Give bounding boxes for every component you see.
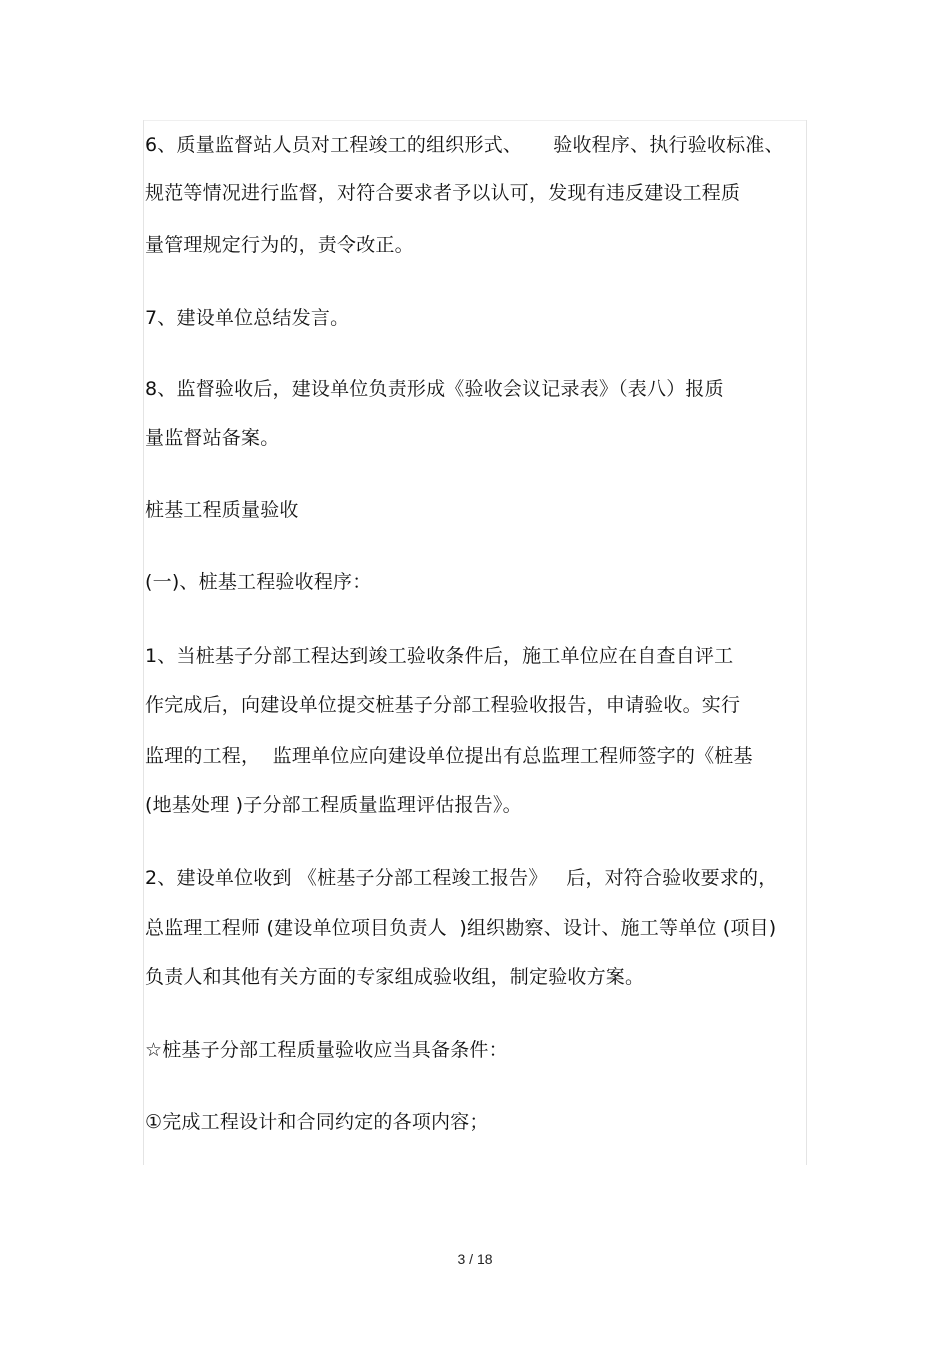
text-line-step1-a: 1、当桩基子分部工程达到竣工验收条件后，施工单位应在自查自评工	[145, 645, 734, 667]
section-heading: 桩基工程质量验收	[145, 499, 299, 521]
subsection-heading: (一)、桩基工程验收程序：	[145, 571, 372, 593]
text-line-condition-1: ①完成工程设计和合同约定的各项内容；	[145, 1111, 489, 1133]
text-line-step2-c: 负责人和其他有关方面的专家组成验收组，制定验收方案。	[145, 966, 645, 988]
page-frame-left-border	[143, 120, 144, 1165]
text-line-item7: 7、建设单位总结发言。	[145, 307, 350, 329]
page-frame-right-border	[806, 120, 807, 1165]
text-line-conditions-heading: ☆桩基子分部工程质量验收应当具备条件：	[145, 1039, 508, 1061]
text-line-item8-b: 量监督站备案。	[145, 427, 280, 449]
text-line-step2-b: 总监理工程师 (建设单位项目负责人 )组织勘察、设计、施工等单位 (项目)	[145, 917, 777, 939]
page-indicator: 3 / 18	[457, 1251, 493, 1267]
text-line-step2-a: 2、建设单位收到 《桩基子分部工程竣工报告》 后，对符合验收要求的，	[145, 867, 778, 889]
text-line-step1-d: (地基处理 )子分部工程质量监理评估报告》。	[145, 794, 522, 816]
text-line-step1-b: 作完成后，向建设单位提交桩基子分部工程验收报告，申请验收。实行	[145, 694, 741, 716]
text-line-item6-c: 量管理规定行为的，责令改正。	[145, 234, 414, 256]
text-line-step1-c: 监理的工程， 监理单位应向建设单位提出有总监理工程师签字的《桩基	[145, 745, 753, 767]
text-line-item6-a: 6、质量监督站人员对工程竣工的组织形式、 验收程序、执行验收标准、	[145, 134, 784, 156]
text-line-item8-a: 8、监督验收后，建设单位负责形成《验收会议记录表》（表八）报质	[145, 378, 724, 400]
page-frame-top-border	[143, 120, 807, 121]
text-line-item6-b: 规范等情况进行监督，对符合要求者予以认可，发现有违反建设工程质	[145, 182, 741, 204]
